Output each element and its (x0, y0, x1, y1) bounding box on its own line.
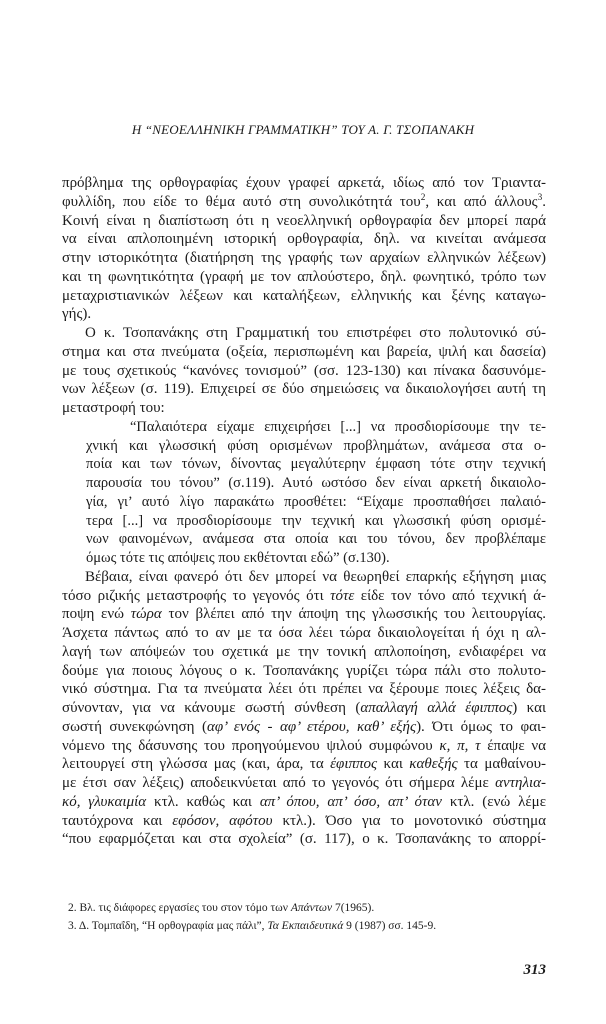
text-line (62, 755, 546, 774)
text-segment: 7(1965). (332, 902, 375, 914)
text-segment: παρουσία του τόνου” (σ.119). Αυτό ωστόσο δεν είναι αρκετή δικαιολο- (86, 475, 546, 491)
text-line (62, 812, 546, 831)
running-head: Η “ΝΕΟΕΛΛΗΝΙΚΗ ΓΡΑΜΜΑΤΙΚΗ” ΤΟΥ Α. Γ. ΤΣΟΠΑΝΑΚΗ (131, 122, 475, 137)
text-line (62, 568, 546, 587)
italic-text: αφ’ ενός - αφ’ ετέρου, καθ’ εξής (206, 718, 417, 735)
text-line (86, 512, 546, 531)
text-segment: και τη φωνητικότητα (γραφή με τον απλούστερο, δηλ. φωνητικό, τρόπο των (62, 268, 546, 285)
text-line (62, 362, 546, 381)
text-segment: γία, γι’ αυτό λίγο παρακάτω προσθέτει: “Είχαμε προσπαθήσει παλαιό- (86, 493, 546, 510)
italic-text: εφόσον, αφότου (172, 812, 273, 829)
text-segment: τόσο ριζικής μεταστροφής το γεγονός ότι (62, 587, 331, 604)
text-line (62, 249, 546, 268)
body-text (62, 174, 546, 849)
text-segment: δούμε για ποιους λόγους ο κ. Τσοπανάκης γυρίζει τώρα πάλι στο πολυτο- (62, 662, 546, 679)
text-segment: Κοινή είναι η διαπίστωση ότι η νεοελληνική ορθογραφία δεν μπορεί παρά (62, 212, 546, 229)
footnotes (68, 899, 546, 935)
paragraph-2 (62, 324, 546, 418)
text-line (62, 718, 546, 737)
text-line (86, 455, 546, 474)
text-segment: να είναι απλοποιημένη ιστορική ορθογραφία, δηλ. να κινείται ανάμεσα (62, 231, 546, 248)
text-segment: σύνονταν, για να κάνουμε σωστή σύνθεση ( (62, 700, 361, 716)
text-line (62, 174, 546, 193)
text-segment: στην ιστορικότητα (διατήρηση της γραφής των αρχαίων ελληνικών λέξεων) (62, 250, 546, 266)
text-line (62, 587, 546, 606)
text-line (62, 624, 546, 643)
paragraph-3 (62, 568, 546, 849)
italic-text: απαλλαγή αλλά έφιππος (360, 700, 513, 716)
text-line (62, 737, 546, 756)
text-segment: κτλ. (ενώ λέμε (441, 793, 547, 810)
text-segment: ποψη ενώ (62, 606, 131, 623)
text-segment: “που εφαρμόζεται και στα σχολεία” (σ. 117), ο κ. Τσοπανάκης το απορρί- (62, 831, 546, 848)
text-line (62, 605, 546, 624)
text-line (62, 680, 546, 699)
italic-text: τώρα (130, 606, 162, 623)
text-segment: νων φαινομένων, ανάμεσα στα οποία και του τόνου, δεν προβλέπαμε (86, 531, 546, 548)
text-segment: τον βλέπει από την άποψη της γλωσσικής του λειτουργίας. (161, 606, 547, 623)
text-segment: 2. Βλ. τις διάφορες εργασίες του στον τόμο των (68, 902, 291, 914)
italic-text: αντηλια- (495, 775, 546, 791)
text-line (62, 662, 546, 681)
text-line (86, 418, 546, 437)
text-segment: Άσχετα πάντως από το αν με τα όσα λέει τώρα δικαιολογείται ή όχι η αλ- (62, 625, 546, 641)
text-segment: γής). (62, 306, 92, 323)
text-segment: λειτουργεί στη γλώσσα μας (και, άρα, τα (62, 756, 331, 773)
text-segment: και (377, 756, 410, 773)
text-line (62, 212, 546, 231)
text-line (62, 643, 546, 662)
text-line (62, 305, 546, 324)
text-line (62, 268, 546, 287)
footnote-marker: 2 (420, 192, 426, 203)
page-number: 313 (523, 962, 546, 978)
text-line (62, 774, 546, 793)
text-line (62, 193, 546, 212)
text-line (62, 324, 546, 343)
text-segment: ). Ότι όμως το φαι- (416, 718, 546, 735)
text-segment: νων λέξεων (σ. 119). Επιχειρεί σε δύο σημειώσεις να δικαιολογήσει αυτή τη (62, 381, 546, 398)
text-segment: , και από άλλους (425, 193, 538, 210)
text-segment: νόμενο της δάσυνσης του προηγούμενου ψιλού συμφώνου (62, 737, 440, 754)
text-line (62, 230, 546, 249)
text-segment: με έτσι σαν λέξεις) αποδεικνύεται από το γεγονός ότι σήμερα λέμε (62, 775, 496, 791)
text-segment: νικό σύστημα. Για τα πνεύματα λέει ότι πρέπει να ξέρουμε ποιες λέξεις δα- (62, 681, 546, 698)
text-line (86, 530, 546, 549)
text-segment: σωστή συνεκφώνηση ( (62, 718, 207, 735)
text-line (62, 793, 546, 812)
text-segment: μεταστροφή του: (62, 400, 165, 416)
text-segment: Βέβαια, είναι φανερό ότι δεν μπορεί να θεωρηθεί επαρκής εξήγηση μιας (85, 568, 546, 585)
text-line (86, 437, 546, 456)
text-segment: ) και (512, 700, 546, 716)
text-segment: κτλ.). Όσο για το μονοτονικό σύστημα (272, 812, 546, 829)
text-segment: Ο κ. Τσοπανάκης στη Γραμματική του επιστρέφει στο πολυτονικό σύ- (85, 325, 546, 341)
italic-text: έφιππος (330, 756, 378, 773)
text-segment: με τους σχετικούς “κανόνες τονισμού” (σσ. 123-130) και πίνακα δασυνόμε- (62, 362, 546, 379)
text-segment: 9 (1987) σσ. 145-9. (343, 920, 437, 932)
paragraph-1 (62, 174, 546, 324)
text-segment: τα μαθαίνου- (457, 756, 547, 773)
text-line (68, 899, 546, 917)
italic-text: Τα Εκπαιδευτικά (267, 920, 344, 932)
text-segment: είδε τον τόνο από τεχνική ά- (354, 587, 546, 604)
italic-text: καθεξής (409, 756, 458, 773)
italic-text: κό, γλυκαιμία (62, 793, 147, 810)
italic-text: τότε (330, 587, 355, 604)
text-line (68, 917, 546, 935)
text-segment: “Παλαιότερα είχαμε επιχειρήσει [...] να προσδιορίσουμε την τε- (130, 418, 546, 435)
text-line (62, 399, 546, 418)
text-segment: 3. Δ. Τομπαΐδη, “Η ορθογραφία μας πάλι”, (68, 920, 268, 932)
text-segment: . (542, 193, 547, 210)
text-segment: όμως τότε τις απόψεις που εκθέτονται εδώ” (σ.130). (86, 550, 390, 566)
text-line (62, 343, 546, 362)
italic-text: Απάντων (290, 902, 333, 914)
footnote-marker: 3 (537, 192, 543, 203)
text-segment: λαγή των απόψεών του σχετικά με την τονική απλοποίηση, ενδιαφέρει να (62, 643, 546, 660)
text-segment: έπαψε να (480, 737, 546, 754)
text-line (86, 549, 546, 568)
text-segment: τερα [...] να προσδιορίσουμε την τεχνική και γλωσσική φύση ορισμέ- (86, 512, 546, 529)
text-segment: χνική και γλωσσική φύση ορισμένων προβλημάτων, ανάμεσα στα ο- (86, 437, 546, 454)
text-segment: ταυτόχρονα και (62, 812, 173, 829)
text-segment: φυλλίδη, που είδε το θέμα αυτό στη συνολικότητά του (62, 193, 421, 210)
text-line (62, 287, 546, 306)
text-line (86, 474, 546, 493)
text-segment: μεταχριστιανικών λέξεων και καταλήξεων, ελληνικής και ξένης καταγω- (62, 287, 546, 304)
text-segment: ποία και των τόνων, δίνοντας μεγαλύτερην έμφαση τότε στην τεχνική (86, 456, 546, 473)
text-segment: κτλ. καθώς και (146, 793, 260, 810)
text-line (62, 830, 546, 849)
text-line (62, 699, 546, 718)
italic-text: απ’ όπου, απ’ όσο, απ’ όταν (259, 793, 442, 810)
italic-text: κ, π, τ (439, 737, 481, 754)
text-line (62, 380, 546, 399)
text-line (86, 493, 546, 512)
text-segment: στημα και στα πνεύματα (οξεία, περισπωμένη και βαρεία, ψιλή και δασεία) (62, 343, 546, 360)
text-segment: πρόβλημα της ορθογραφίας έχουν γραφεί αρκετά, ιδίως από τον Τριαντα- (62, 175, 546, 191)
block-quotation (86, 418, 546, 568)
